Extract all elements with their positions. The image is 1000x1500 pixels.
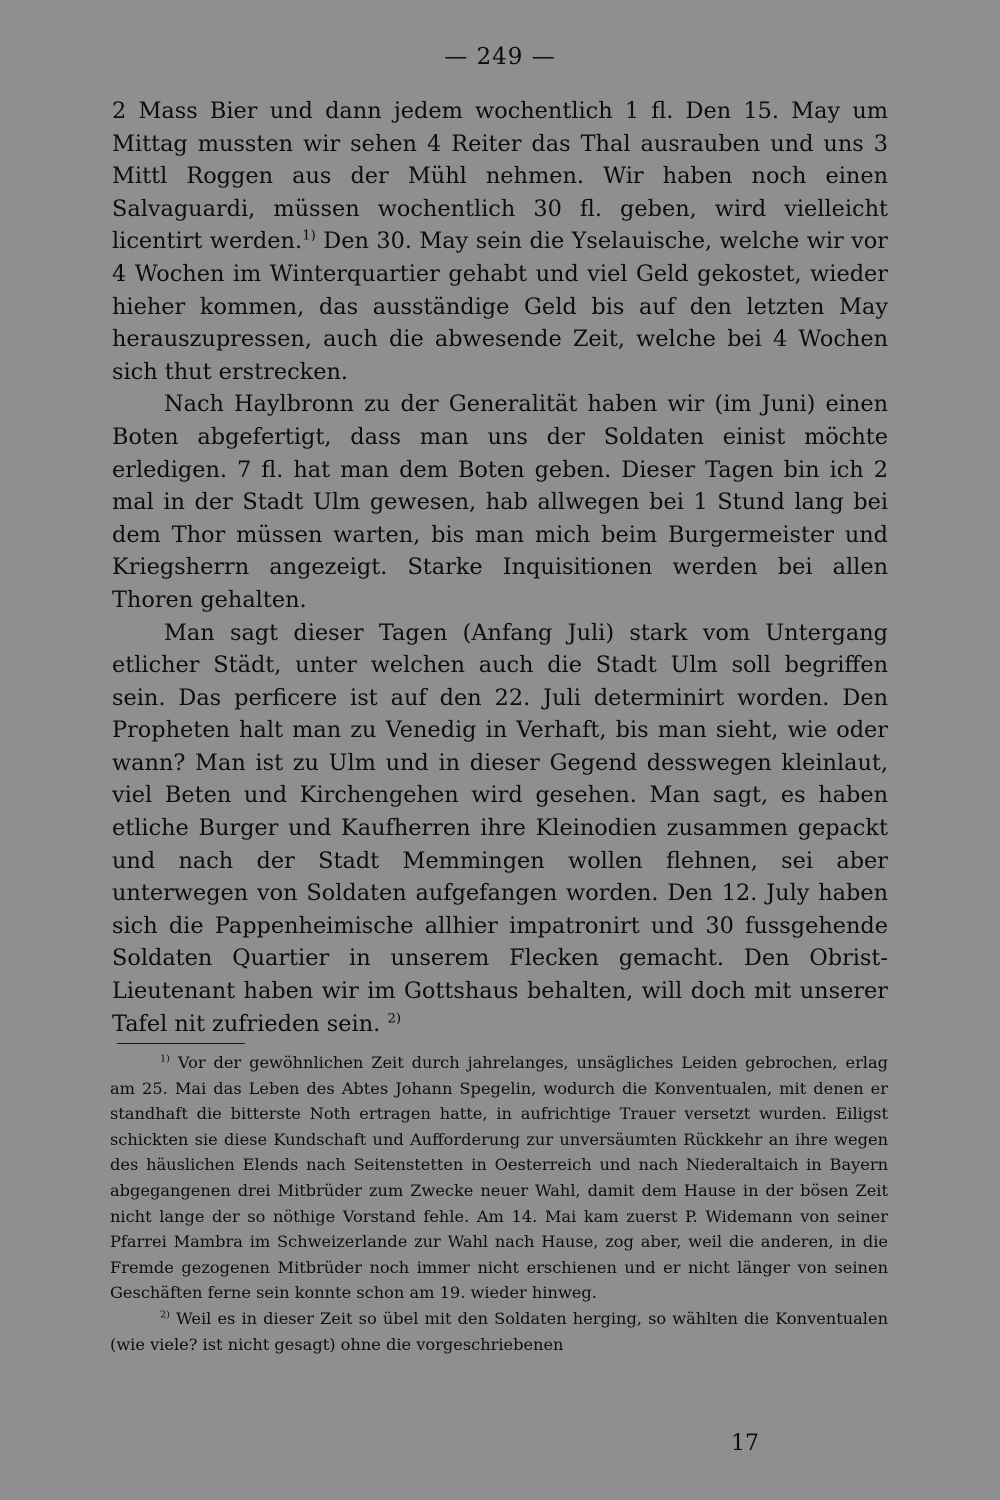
footnote-2-mark: 2) [160, 1309, 170, 1321]
paragraph-3 [112, 617, 888, 1041]
footnote-ref-2: 2) [387, 1011, 402, 1027]
footnotes [110, 1050, 888, 1357]
footnote-1-text: Vor der gewöhnlichen Zeit durch jahrelanges, unsägliches Leiden gebrochen, erlag am 25. Mai das Leben des Abtes Johann Spegelin, wodurch die Konventualen, mit denen er standhaft die bitterste Noth ertragen hatte, in aufrichtige Trauer versetzt wurden. Eiligst schickten sie diese Kundschaft und Aufforderung zur unversäumten Rückkehr an ihre wegen des häuslichen Elends nach Seitenstetten in Oesterreich und nach Niederaltaich in Bayern abgegangenen drei Mitbrüder zum Zwecke neuer Wahl, damit dem Hause in der bösen Zeit nicht lange der so nöthige Vorstand fehle. Am 14. Mai kam zuerst P. Widemann von seiner Pfarrei Mambra im Schweizerlande zur Wahl nach Hause, zog aber, weil die anderen, in die Fremde gezogenen Mitbrüder noch immer nicht erschienen und er nicht länger von seinen Geschäften ferne sein konnte schon am 19. wieder hinweg. [110, 1053, 888, 1303]
paragraph-1-continued: Den 30. May sein die Yselauische, welche wir vor 4 Wochen im Winterquartier gehabt und viel Geld gekostet, wieder hieher kommen, das ausständige Geld bis auf den letzten May herauszupressen, auch die abwesende Zeit, welche bei 4 Wochen sich thut erstrecken. [112, 228, 888, 385]
paragraph-2: Nach Haylbronn zu der Generalität haben wir (im Juni) einen Boten abgefertigt, dass man uns der Soldaten einist möchte erledigen. 7 fl. hat man dem Boten geben. Dieser Tagen bin ich 2 mal in der Stadt Ulm gewesen, hab allwegen bei 1 Stund lang bei dem Thor müssen warten, bis man mich beim Burgermeister und Kriegsherrn angezeigt. Starke Inquisitionen werden bei allen Thoren gehalten. [112, 391, 888, 613]
paragraph-1 [112, 95, 888, 388]
footnote-ref-1: 1) [302, 228, 316, 244]
page-number: — 249 — [444, 44, 556, 70]
printer-signature: 17 [731, 1431, 759, 1456]
main-text [112, 95, 888, 1040]
footnote-2 [110, 1306, 888, 1357]
footnote-divider [117, 1043, 245, 1044]
footnote-1 [110, 1050, 888, 1306]
paragraph-3-text: Man sagt dieser Tagen (Anfang Juli) stark vom Untergang etlicher Städt, unter welchen auch die Stadt Ulm soll begriffen sein. Das perficere ist auf den 22. Juli determinirt worden. Den Propheten halt man zu Venedig in Verhaft, bis man sieht, wie oder wann? Man ist zu Ulm und in dieser Gegend desswegen kleinlaut, viel Beten und Kirchengehen wird gesehen. Man sagt, es haben etliche Burger und Kaufherren ihre Kleinodien zusammen gepackt und nach der Stadt Memmingen wollen flehnen, sei aber unterwegen von Soldaten aufgefangen worden. Den 12. July haben sich die Pappenheimische allhier impatronirt und 30 fussgehende Soldaten Quartier in unserem Flecken gemacht. Den Obrist-Lieutenant haben wir im Gottshaus behalten, will doch mit unserer Tafel nit zufrieden sein. [112, 619, 888, 1037]
footnote-1-mark: 1) [160, 1053, 170, 1065]
footnote-2-text: Weil es in dieser Zeit so übel mit den Soldaten herging, so wählten die Konventualen (wie viele? ist nicht gesagt) ohne die vorgeschriebenen [110, 1308, 888, 1354]
paragraph-1-text: 2 Mass Bier und dann jedem wochentlich 1 fl. Den 15. May um Mittag mussten wir sehen 4 Reiter das Thal ausrauben und uns 3 Mittl Roggen aus der Mühl nehmen. Wir haben noch einen Salvaguardi, müssen wochentlich 30 fl. geben, wird vielleicht licentirt werden. [112, 98, 888, 255]
